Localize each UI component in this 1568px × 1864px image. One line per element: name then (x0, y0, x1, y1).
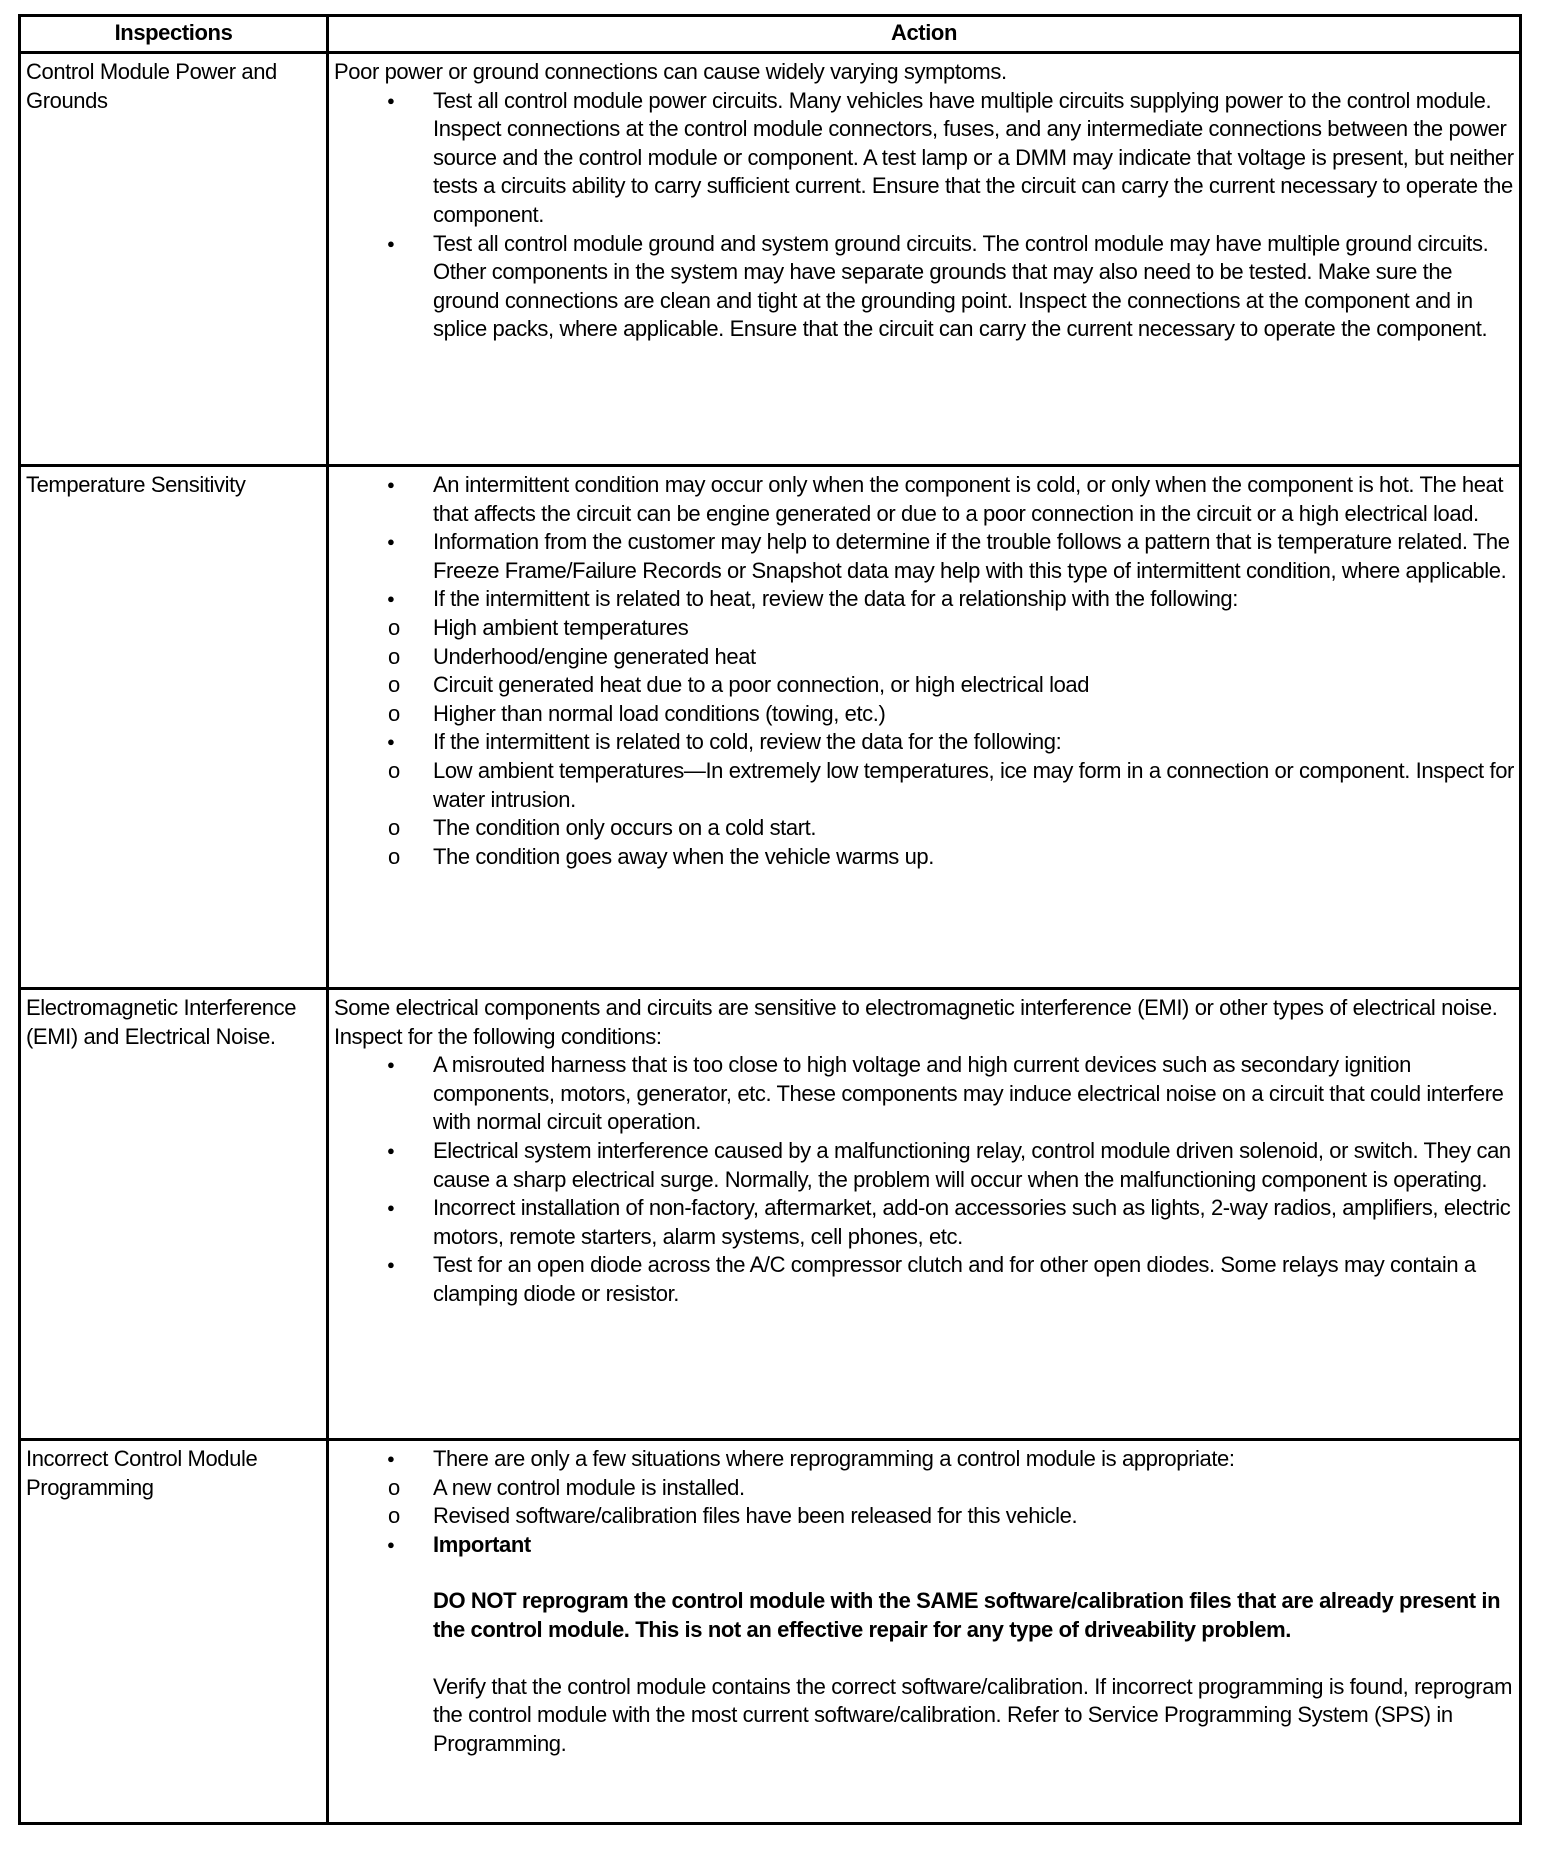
circle-bullet-icon: o (388, 1474, 400, 1500)
bullet-item (334, 1137, 1514, 1194)
bullet-icon: ● (387, 235, 395, 251)
sub-bullet-item (334, 1502, 1514, 1531)
bullet-item (334, 1051, 1514, 1137)
bullet-icon: ● (387, 1451, 395, 1466)
action-intro: Some electrical components and circuits are sensitive to electromagnetic interference (EMI) or other types of electrical noise. Inspect for the following conditions: (334, 995, 1498, 1049)
bullet-icon: ● (387, 734, 395, 750)
bullet-item (334, 87, 1514, 230)
bullet-item (334, 1531, 1514, 1759)
sub-bullet-text: High ambient temperatures (433, 614, 689, 640)
bullet-item (334, 1194, 1514, 1251)
circle-bullet-icon: o (388, 700, 400, 726)
bullet-text: Test all control module ground and system ground circuits. The control module may have multiple ground circuits. Other components in the system may have separate grounds that may also need to be tested. Make sure the ground connections are clean and tight at the grounding point. Inspect the connections at the component and in splice packs, where applicable. Ensure that the circuit can carry the current necessary to operate the component. (433, 230, 1489, 342)
inspection-cell: Control Module Power and Grounds (20, 53, 328, 466)
action-cell (328, 989, 1521, 1440)
bullet-item (334, 471, 1514, 528)
action-cell (328, 466, 1521, 989)
sub-bullet-text: Revised software/calibration files have been released for this vehicle. (433, 1503, 1078, 1529)
bullet-text: Electrical system interference caused by a malfunctioning relay, control module driven solenoid, or switch. They can cause a sharp electrical surge. Normally, the problem will occur when the malfunctioning component is operating. (433, 1137, 1511, 1192)
inspection-cell: Electromagnetic Interference (EMI) and Electrical Noise. (20, 989, 328, 1440)
bullet-item (334, 585, 1514, 614)
bullet-icon: ● (387, 1536, 395, 1552)
bullet-item (334, 1251, 1514, 1308)
header-action: Action (328, 16, 1521, 53)
sub-bullet-item (334, 757, 1514, 814)
header-row (20, 16, 1521, 53)
sub-bullet-text: The condition goes away when the vehicle warms up. (433, 843, 934, 869)
bullet-icon: ● (387, 591, 395, 607)
sub-bullet-item (334, 643, 1514, 672)
circle-bullet-icon: o (388, 643, 400, 669)
sub-bullet-text: The condition only occurs on a cold start. (433, 815, 817, 841)
circle-bullet-icon: o (388, 614, 400, 640)
bullet-text: Test all control module power circuits. Many vehicles have multiple circuits supplying power to the control module. Inspect connections at the control module connectors, fuses, and any intermediate connections between the power source and the control module or component. A test lamp or a DMM may indicate that voltage is present, but neither tests a circuits ability to carry sufficient current. Ensure that the circuit can carry the current necessary to operate the component. (433, 87, 1514, 227)
sub-bullet-item (334, 843, 1514, 872)
sub-bullet-item (334, 614, 1514, 643)
table-row (20, 466, 1521, 989)
bullet-text: If the intermittent is related to heat, review the data for a relationship with the following: (433, 586, 1238, 612)
inspections-table (18, 14, 1522, 1825)
bullet-text: Verify that the control module contains the correct software/calibration. If incorrect programming is found, reprogram the control module with the most current software/calibration. Refer to Service Programming System (SPS) in Programming. (433, 1673, 1512, 1756)
circle-bullet-icon: o (388, 815, 400, 841)
inspection-cell: Temperature Sensitivity (20, 466, 328, 989)
table-row (20, 53, 1521, 466)
circle-bullet-icon: o (388, 757, 400, 783)
action-intro: Poor power or ground connections can cause widely varying symptoms. (334, 59, 1007, 84)
bullet-icon: ● (387, 92, 395, 108)
bullet-item (334, 1445, 1514, 1474)
inspection-cell: Incorrect Control Module Programming (20, 1440, 328, 1824)
bold-note: DO NOT reprogram the control module with the SAME software/calibration files that are already present in the control module. This is not an effective repair for any type of driveability problem. (433, 1588, 1501, 1642)
table-row (20, 989, 1521, 1440)
sub-bullet-item (334, 700, 1514, 729)
table-row (20, 1440, 1521, 1824)
sub-bullet-text: Underhood/engine generated heat (433, 643, 756, 669)
action-cell (328, 53, 1521, 466)
header-inspections: Inspections (20, 16, 328, 53)
sub-bullet-item (334, 671, 1514, 700)
bullet-icon: ● (387, 1257, 395, 1273)
bullet-icon: ● (387, 1142, 395, 1158)
bullet-icon: ● (387, 477, 395, 492)
bullet-item (334, 528, 1514, 585)
bullet-icon: ● (387, 1200, 395, 1216)
bullet-item (334, 230, 1514, 344)
circle-bullet-icon: o (388, 1503, 400, 1529)
bold-note: Important (433, 1531, 531, 1557)
circle-bullet-icon: o (388, 672, 400, 698)
bullet-icon: ● (387, 534, 395, 550)
bullet-item (334, 728, 1514, 757)
action-cell (328, 1440, 1521, 1824)
sub-bullet-text: Low ambient temperatures—In extremely low temperatures, ice may form in a connection or component. Inspect for water intrusion. (433, 757, 1514, 812)
bullet-text: There are only a few situations where reprogramming a control module is appropriate: (433, 1446, 1235, 1471)
sub-bullet-item (334, 1474, 1514, 1503)
bullet-text: An intermittent condition may occur only when the component is cold, or only when the component is hot. The heat that affects the circuit can be engine generated or due to a poor connection in the circuit or a high electrical load. (433, 472, 1504, 526)
bullet-text: A misrouted harness that is too close to high voltage and high current devices such as secondary ignition components, motors, generator, etc. These components may induce electrical noise on a circuit that could interfere with normal circuit operation. (433, 1052, 1504, 1135)
circle-bullet-icon: o (388, 843, 400, 869)
sub-bullet-text: A new control module is installed. (433, 1474, 745, 1500)
sub-bullet-text: Circuit generated heat due to a poor connection, or high electrical load (433, 672, 1090, 698)
bullet-text: Incorrect installation of non-factory, aftermarket, add-on accessories such as lights, 2-way radios, amplifiers, electric motors, remote starters, alarm systems, cell phones, etc. (433, 1195, 1511, 1249)
sub-bullet-item (334, 814, 1514, 843)
bullet-text: If the intermittent is related to cold, review the data for the following: (433, 729, 1062, 755)
bullet-text: Information from the customer may help to determine if the trouble follows a pattern that is temperature related. The Freeze Frame/Failure Records or Snapshot data may help with this type of intermittent condition, where applicable. (433, 529, 1510, 583)
sub-bullet-text: Higher than normal load conditions (towing, etc.) (433, 700, 886, 726)
bullet-text: Test for an open diode across the A/C compressor clutch and for other open diodes. Some relays may contain a clamping diode or resistor. (433, 1252, 1476, 1306)
bullet-icon: ● (387, 1057, 395, 1073)
